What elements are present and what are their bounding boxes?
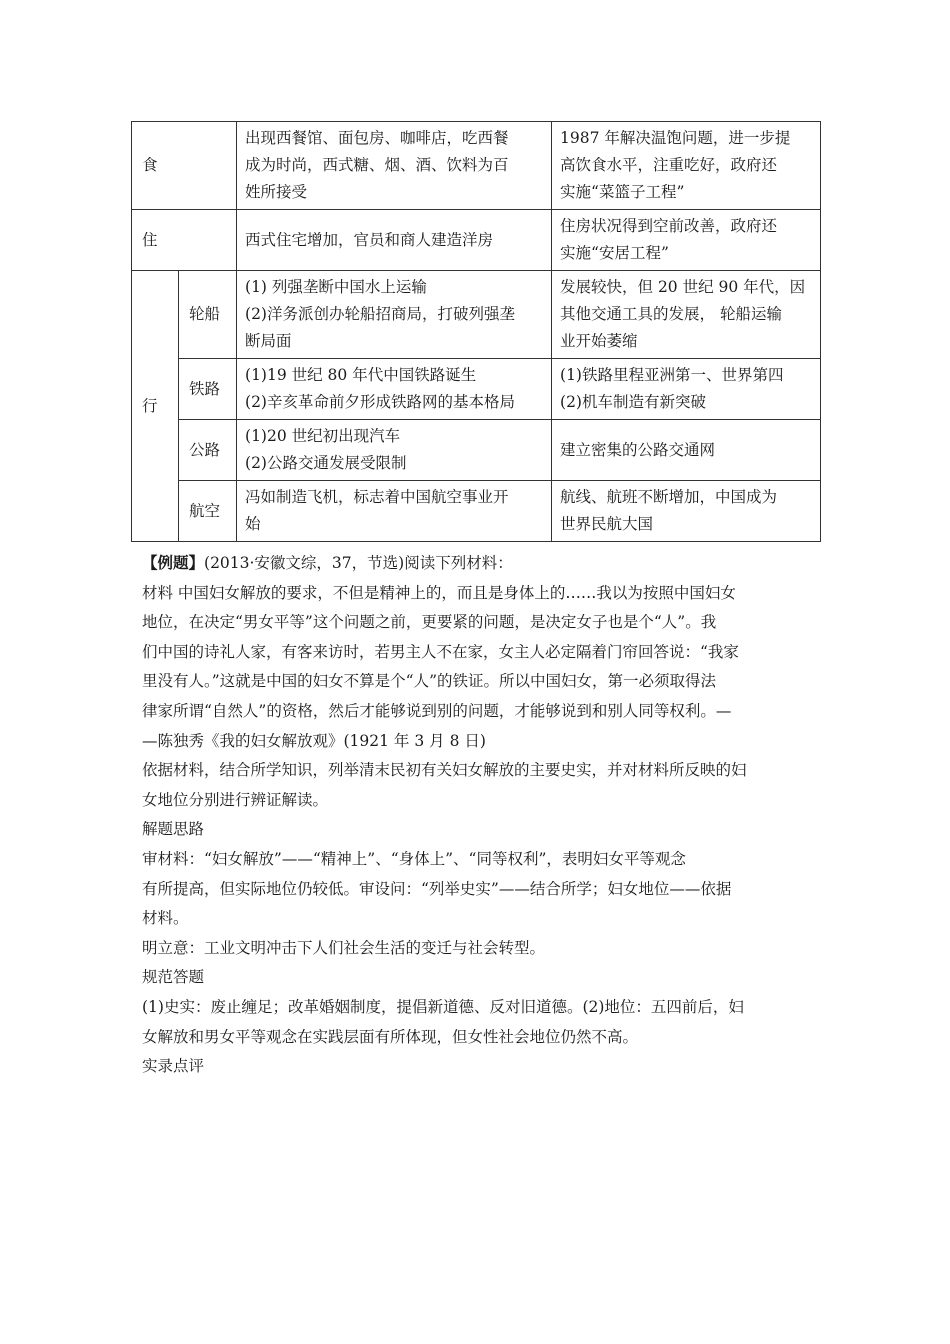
sub-ship: 轮船 <box>179 271 237 359</box>
category-transport: 行 <box>132 271 179 542</box>
ship-reform-cell: 发展较快，但 20 世纪 90 年代，因 其他交通工具的发展， 轮船运输 业开始萎缩 <box>552 271 821 359</box>
sub-aviation: 航空 <box>179 481 237 542</box>
example-tag: 【例题】 <box>142 553 205 572</box>
category-housing: 住 <box>132 210 237 271</box>
food-modern-cell: 出现西餐馆、面包房、咖啡店，吃西餐 成为时尚，西式糖、烟、酒、饮料为百 姓所接受 <box>237 122 552 210</box>
approach-title: 解题思路 <box>142 820 205 839</box>
housing-modern-cell: 西式住宅增加，官员和商人建造洋房 <box>237 210 552 271</box>
material-line: 们中国的诗礼人家，有客来访时，若男主人不在家，女主人必定隔着门帘回答说：“我家 <box>142 642 739 661</box>
sub-railway: 铁路 <box>179 359 237 420</box>
example-source: (2013·安徽文综，37，节选)阅读下列材料： <box>204 554 513 572</box>
question-line: 依据材料，结合所学知识，列举清末民初有关妇女解放的主要史实，并对材料所反映的妇 <box>142 761 747 780</box>
example-heading <box>142 548 814 579</box>
highway-modern-cell: (1)20 世纪初出现汽车 (2)公路交通发展受限制 <box>237 420 552 481</box>
social-life-table <box>131 121 821 542</box>
highway-reform-cell: 建立密集的公路交通网 <box>552 420 821 481</box>
answer-line: (1)史实：废止缠足；改革婚姻制度，提倡新道德、反对旧道德。(2)地位：五四前后，妇 <box>142 997 744 1016</box>
table-row-railway <box>132 359 821 420</box>
question-line: 女地位分别进行辨证解读。 <box>142 790 329 809</box>
railway-reform-cell: (1)铁路里程亚洲第一、世界第四 (2)机车制造有新突破 <box>552 359 821 420</box>
intent-line: 明立意：工业文明冲击下人们社会生活的变迁与社会转型。 <box>142 938 546 957</box>
housing-reform-cell: 住房状况得到空前改善，政府还 实施“安居工程” <box>552 210 821 271</box>
material-line: —陈独秀《我的妇女解放观》(1921 年 3 月 8 日) <box>142 731 486 750</box>
aviation-modern-cell: 冯如制造飞机，标志着中国航空事业开 始 <box>237 481 552 542</box>
table-row-housing <box>132 210 821 271</box>
review-line: 有所提高，但实际地位仍较低。审设问：“列举史实”——结合所学；妇女地位——依据 <box>142 879 732 898</box>
answer-line: 女解放和男女平等观念在实践层面有所体现，但女性社会地位仍然不高。 <box>142 1027 639 1046</box>
answer-title: 规范答题 <box>142 968 205 987</box>
review-line: 审材料：“妇女解放”——“精神上”、“身体上”、“同等权利”，表明妇女平等观念 <box>142 849 686 868</box>
aviation-reform-cell: 航线、航班不断增加，中国成为 世界民航大国 <box>552 481 821 542</box>
material-line: 里没有人。”这就是中国的妇女不算是个“人”的铁证。所以中国妇女，第一必须取得法 <box>142 672 717 691</box>
example-section <box>142 548 814 1082</box>
table-row-ship <box>132 271 821 359</box>
material-line: 材料 中国妇女解放的要求，不但是精神上的，而且是身体上的……我以为按照中国妇女 <box>142 583 736 602</box>
railway-modern-cell: (1)19 世纪 80 年代中国铁路诞生 (2)辛亥革命前夕形成铁路网的基本格局 <box>237 359 552 420</box>
record-title: 实录点评 <box>142 1057 205 1076</box>
category-food: 食 <box>132 122 237 210</box>
table-row-aviation <box>132 481 821 542</box>
ship-modern-cell: (1) 列强垄断中国水上运输 (2)洋务派创办轮船招商局，打破列强垄 断局面 <box>237 271 552 359</box>
material-line: 地位，在决定“男女平等”这个问题之前，更要紧的问题，是决定女子也是个“人”。我 <box>142 613 717 632</box>
table-row-highway <box>132 420 821 481</box>
sub-highway: 公路 <box>179 420 237 481</box>
table-row-food <box>132 122 821 210</box>
review-line: 材料。 <box>142 909 189 928</box>
material-line: 律家所谓“自然人”的资格，然后才能够说到别的问题，才能够说到和别人同等权利。— <box>142 701 732 720</box>
food-reform-cell: 1987 年解决温饱问题，进一步提 高饮食水平，注重吃好，政府还 实施“菜篮子工程” <box>552 122 821 210</box>
